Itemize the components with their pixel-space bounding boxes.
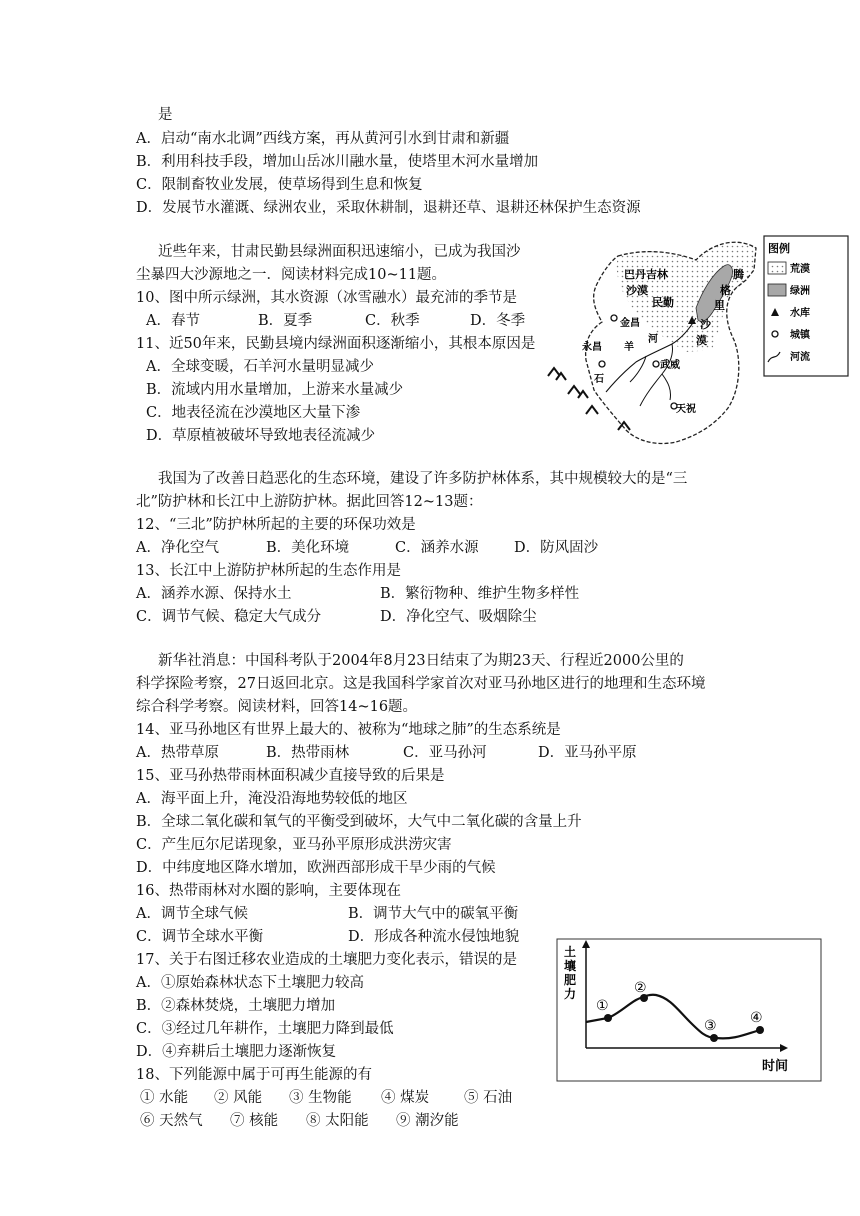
- map-label-desert: 沙: [700, 318, 711, 331]
- option-c: C．涵养水源: [395, 540, 479, 556]
- option-b: B．流域内用水量增加，上游来水量减少: [146, 382, 404, 398]
- question-12-stem: 12、“三北”防护林所起的主要的环保功效是: [136, 517, 416, 533]
- legend-title: 图例: [768, 242, 790, 255]
- map-label-tengger: 腾: [733, 268, 744, 281]
- map-label-tengger: 格: [720, 284, 731, 297]
- energy-item: ⑧ 太阳能: [306, 1113, 369, 1129]
- mountain-symbol: [586, 406, 598, 414]
- energy-item: ① 水能: [140, 1090, 189, 1106]
- map-label-badain-jaran: 巴丹吉林: [624, 268, 668, 281]
- map-label-desert: 沙漠: [626, 284, 648, 297]
- option-a: A．调节全球气候: [136, 906, 248, 922]
- map-label-yongchang: 永昌: [582, 342, 602, 353]
- energy-item: ③ 生物能: [289, 1090, 352, 1106]
- minqin-region-map: [546, 230, 850, 448]
- option-c: C．调节气候、稳定大气成分: [136, 609, 322, 625]
- option-a: A．启动“南水北调”西线方案，再从黄河引水到甘肃和新疆: [136, 131, 510, 147]
- graph-ylabel: 力: [564, 987, 577, 1001]
- energy-item: ⑤ 石油: [464, 1090, 513, 1106]
- map-label-minqin: 民勤: [652, 296, 674, 309]
- energy-item: ⑦ 核能: [230, 1113, 279, 1129]
- option-c: C．产生厄尔尼诺现象，亚马孙平原形成洪涝灾害: [136, 837, 452, 853]
- option-a: A．①原始森林状态下土壤肥力较高: [136, 975, 364, 991]
- marker-4: ④: [750, 1010, 763, 1026]
- marker-2: ②: [634, 980, 647, 996]
- energy-item: ④ 煤炭: [381, 1090, 430, 1106]
- marker-1: ①: [596, 998, 609, 1014]
- question-13-stem: 13、长江中上游防护林所起的生态作用是: [136, 563, 401, 579]
- question-10-stem: 10、图中所示绿洲，其水资源（冰雪融水）最充沛的季节是: [136, 290, 517, 306]
- question-14-stem: 14、亚马孙地区有世界上最大的、被称为“地球之肺”的生态系统是: [136, 722, 561, 738]
- passage-intro-line: 我国为了改善日趋恶化的生态环境，建设了许多防护林体系，其中规模较大的是“三: [158, 471, 688, 487]
- option-c: C．秋季: [365, 313, 420, 329]
- soil-fertility-graph: [556, 938, 822, 1082]
- option-c: C．限制畜牧业发展，使草场得到生息和恢复: [136, 177, 423, 193]
- town-symbol: [611, 315, 617, 321]
- mountain-symbol: [548, 368, 566, 380]
- option-d: D．净化空气、吸烟除尘: [380, 609, 537, 625]
- legend-desert-label: 荒漠: [790, 264, 810, 275]
- option-b: B．调节大气中的碳氧平衡: [348, 906, 519, 922]
- passage-intro-line: 近些年来，甘肃民勤县绿洲面积迅速缩小，已成为我国沙: [158, 244, 521, 260]
- desert-region: [617, 242, 756, 352]
- mountain-symbol: [568, 386, 588, 398]
- river: [640, 344, 673, 406]
- option-d: D．冬季: [470, 313, 526, 329]
- passage-intro-line: 新华社消息：中国科考队于2004年8月23日结束了为期23天、行程近2000公里的: [158, 653, 684, 669]
- river: [662, 374, 671, 400]
- option-b: B．利用科技手段，增加山岳冰川融水量，使塔里木河水量增加: [136, 154, 539, 170]
- map-label-jinchang: 金昌: [620, 318, 640, 329]
- legend-desert-swatch: [768, 262, 786, 274]
- question-stem-end: 是: [158, 107, 173, 123]
- point-1: [604, 1014, 612, 1022]
- marker-3: ③: [704, 1018, 717, 1034]
- legend-river-label: 河流: [790, 352, 810, 363]
- option-c: C．亚马孙河: [403, 745, 487, 761]
- option-a: A．海平面上升，淹没沿海地势较低的地区: [136, 791, 408, 807]
- option-c: C．③经过几年耕作，土壤肥力降到最低: [136, 1021, 394, 1037]
- option-c: C．调节全球水平衡: [136, 929, 264, 945]
- option-b: B．繁衍物种、维护生物多样性: [380, 586, 580, 602]
- legend-reservoir-label: 水库: [790, 308, 810, 319]
- passage-intro-line: 综合科学考察。阅读材料，回答14~16题。: [136, 699, 418, 715]
- passage-intro-line: 尘暴四大沙源地之一．阅读材料完成10~11题。: [136, 267, 447, 283]
- map-label-river: 河: [648, 334, 658, 345]
- option-d: D．④弃耕后土壤肥力逐渐恢复: [136, 1044, 337, 1060]
- option-a: A．全球变暖，石羊河水量明显减少: [146, 359, 374, 375]
- question-16-stem: 16、热带雨林对水圈的影响，主要体现在: [136, 883, 401, 899]
- option-a: A．涵养水源、保持水土: [136, 586, 292, 602]
- option-a: A．春节: [146, 313, 200, 329]
- river: [630, 356, 646, 382]
- option-b: B．热带雨林: [266, 745, 350, 761]
- point-4: [756, 1026, 764, 1034]
- option-d: D．草原植被破坏导致地表径流减少: [146, 428, 376, 444]
- option-d: D．发展节水灌溉、绿洲农业，采取休耕制，退耕还草、退耕还林保护生态资源: [136, 200, 641, 216]
- option-d: D．中纬度地区降水增加，欧洲西部形成干旱少雨的气候: [136, 860, 496, 876]
- passage-intro-line: 科学探险考察，27日返回北京。这是我国科学家首次对亚马孙地区进行的地理和生态环境: [136, 676, 706, 692]
- question-15-stem: 15、亚马孙热带雨林面积减少直接导致的后果是: [136, 768, 445, 784]
- option-b: B．②森林焚烧，土壤肥力增加: [136, 998, 336, 1014]
- passage-intro-line: 北”防护林和长江中上游防护林。据此回答12~13题：: [136, 494, 483, 510]
- graph-xlabel: 时间: [762, 1059, 789, 1074]
- option-a: A．热带草原: [136, 745, 219, 761]
- option-b: B．夏季: [258, 313, 313, 329]
- energy-item: ⑥ 天然气: [140, 1113, 203, 1129]
- energy-item: ② 风能: [214, 1090, 263, 1106]
- option-d: D．形成各种流水侵蚀地貌: [348, 929, 520, 945]
- legend-oasis-swatch: [768, 284, 786, 296]
- option-d: D．防风固沙: [514, 540, 599, 556]
- option-c: C．地表径流在沙漠地区大量下渗: [146, 405, 361, 421]
- point-3: [710, 1034, 718, 1042]
- map-label-river: 羊: [624, 342, 634, 353]
- map-label-shi: 石: [594, 374, 604, 385]
- legend-town-label: 城镇: [790, 330, 810, 341]
- graph-ylabel: 肥: [564, 973, 577, 987]
- map-label-tianzhu: 天祝: [676, 404, 696, 415]
- town-symbol: [653, 361, 659, 367]
- option-b: B．全球二氧化碳和氧气的平衡受到破坏，大气中二氧化碳的含量上升: [136, 814, 582, 830]
- map-label-wuwei: 武威: [660, 360, 680, 371]
- graph-ylabel: 土: [564, 945, 577, 959]
- energy-item: ⑨ 潮汐能: [396, 1113, 459, 1129]
- map-label-desert: 漠: [696, 334, 707, 347]
- graph-ylabel: 壤: [564, 959, 577, 973]
- option-b: B．美化环境: [266, 540, 350, 556]
- legend-town-symbol: [772, 331, 778, 337]
- option-a: A．净化空气: [136, 540, 219, 556]
- legend-oasis-label: 绿洲: [790, 286, 810, 297]
- question-17-stem: 17、关于右图迁移农业造成的土壤肥力变化表示，错误的是: [136, 952, 517, 968]
- map-label-tengger: 里: [714, 299, 725, 312]
- town-symbol: [599, 361, 605, 367]
- question-11-stem: 11、近50年来，民勤县境内绿洲面积逐渐缩小，其根本原因是: [136, 336, 536, 352]
- option-d: D．亚马孙平原: [538, 745, 637, 761]
- question-18-stem: 18、下列能源中属于可再生能源的有: [136, 1067, 372, 1083]
